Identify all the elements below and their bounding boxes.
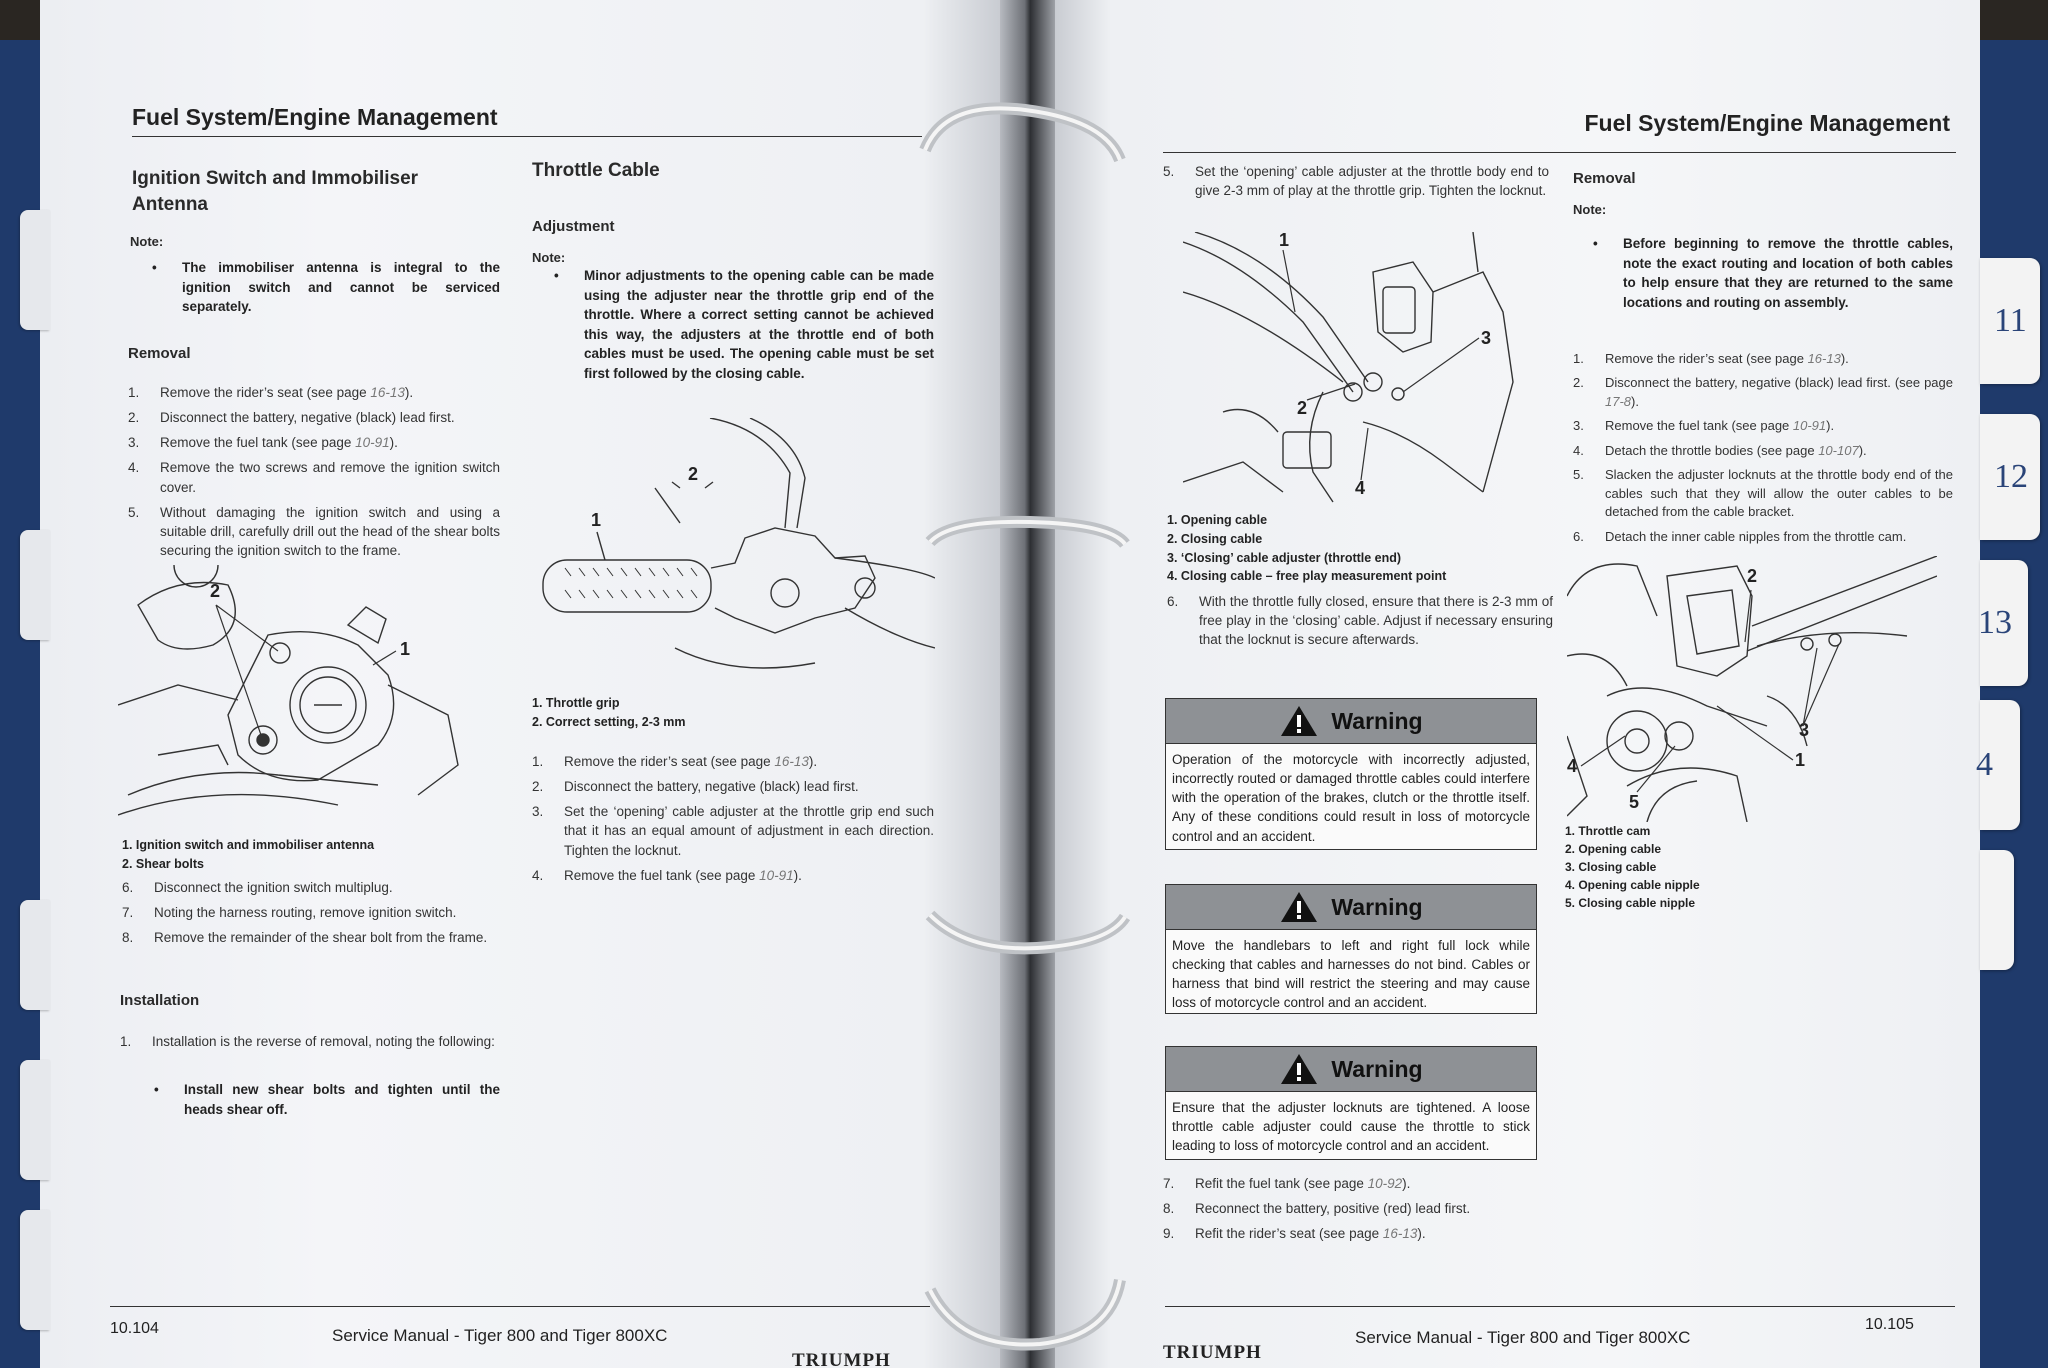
- step-text: Remove the fuel tank (see page: [160, 435, 356, 451]
- step-number: 6.: [1167, 594, 1179, 609]
- legend-item: 2. Correct setting, 2-3 mm: [532, 714, 686, 729]
- procedure-step: [1163, 1174, 1549, 1193]
- step-number: 5.: [1163, 164, 1175, 179]
- step-text: Slacken the adjuster locknuts at the throttle body end of the cables such that they will allow the outer cables to be detached from the cable bracket.: [1605, 467, 1953, 520]
- procedure-step: [532, 866, 934, 885]
- left-divider-tab: [20, 530, 50, 640]
- note-bullet: • Before beginning to remove the throttle cables, note the exact routing and location of both cables to help ensure that they are returned to the same locations and routing on assembly.: [1623, 234, 1953, 312]
- warning-title: Warning: [1331, 1055, 1423, 1082]
- footer-rule: [110, 1306, 930, 1307]
- page-reference-link[interactable]: 10-92: [1367, 1176, 1403, 1191]
- footer-rule: [1165, 1306, 1955, 1307]
- ignition-switch-illustration: [118, 565, 508, 830]
- procedure-step: [532, 777, 934, 796]
- step-number: 3.: [1573, 418, 1584, 434]
- throttle-grip-illustration: [535, 418, 935, 688]
- figure-legend: [122, 836, 374, 874]
- step-text: With the throttle fully closed, ensure that there is 2-3 mm of free play in the ‘closing’ cable. Adjust if necessary ensuring that the locknut is secure afterwards.: [1199, 594, 1553, 648]
- procedure-step: [128, 458, 500, 496]
- page-reference-link[interactable]: 17-8: [1605, 393, 1632, 409]
- legend-item: 2. Closing cable: [1167, 531, 1263, 546]
- page-reference-link[interactable]: 10-107: [1818, 442, 1859, 458]
- adjustment-steps: [1163, 162, 1549, 206]
- figure-callout: 1: [400, 639, 411, 659]
- step-text-end: ).: [1858, 442, 1867, 458]
- step-number: 6.: [1573, 528, 1584, 544]
- page-reference-link[interactable]: 16-13: [774, 754, 809, 769]
- triumph-logo: TRIUMPH: [792, 1350, 891, 1368]
- warning-text: Move the handlebars to left and right full lock while checking that cables and harnesses do not bind. Cables or harness that bind will restrict the steering and may cause loss of motorcycle control and an accident.: [1172, 938, 1530, 1011]
- page-number: 10.104: [110, 1320, 159, 1337]
- step-number: 1.: [1573, 351, 1584, 366]
- procedure-step: [122, 928, 500, 947]
- step-text: Reconnect the battery, positive (red) lead first.: [1195, 1201, 1471, 1217]
- step-text: Remove the fuel tank (see page: [564, 867, 760, 883]
- left-divider-tab: [20, 1210, 50, 1330]
- removal-steps: [1573, 350, 1953, 552]
- step-text-end: ).: [1631, 393, 1639, 409]
- binder-ring: [905, 100, 1145, 200]
- step-text: Disconnect the battery, negative (black) lead first.: [160, 410, 455, 426]
- step-text: Disconnect the battery, negative (black) lead first. (see page: [1605, 375, 1953, 391]
- page-reference-link[interactable]: 10-91: [759, 867, 794, 883]
- legend-item: 1. Throttle cam: [1565, 824, 1651, 838]
- procedure-step: [122, 878, 500, 897]
- installation-bullet: • Install new shear bolts and tighten until the heads shear off.: [184, 1080, 500, 1119]
- left-divider-tab: [20, 1060, 50, 1180]
- step-text: Installation is the reverse of removal, noting the following:: [152, 1034, 495, 1049]
- step-number: 4.: [1573, 442, 1584, 458]
- step-number: 1.: [532, 754, 544, 769]
- note-bullet: • Minor adjustments to the opening cable can be made using the adjuster near the throttle grip end of the throttle. Where a correct setting cannot be achieved this way, the adjusters at the throttle end of both cables must be used. The opening cable must be set first followed by the closing cable.: [584, 266, 934, 383]
- removal-heading: Removal: [1573, 170, 1636, 187]
- warning-header: [1166, 699, 1536, 744]
- step-text: Detach the inner cable nipples from the throttle cam.: [1605, 528, 1907, 544]
- figure-callout: 3: [1799, 720, 1810, 740]
- tab-label: 13: [1978, 604, 2012, 641]
- procedure-step: [128, 408, 500, 427]
- tab-label: 12: [1994, 458, 2028, 495]
- legend-item: 4. Closing cable – free play measurement point: [1167, 569, 1447, 584]
- step-number: 3.: [128, 435, 140, 451]
- procedure-step: [1573, 374, 1953, 411]
- removal-steps-continued: [122, 878, 500, 953]
- legend-item: 4. Opening cable nipple: [1565, 878, 1700, 892]
- step-text: Without damaging the ignition switch and using a suitable drill, carefully drill out the head of the shear bolts securing the ignition switch to the frame.: [160, 504, 500, 559]
- step-text: Remove the two screws and remove the ignition switch cover.: [160, 460, 500, 495]
- page-header-title: Fuel System/Engine Management: [132, 104, 498, 130]
- throttle-cam-figure: [1567, 556, 1937, 822]
- header-rule: [1163, 152, 1956, 153]
- footer-title: Service Manual - Tiger 800 and Tiger 800XC: [1355, 1328, 1691, 1347]
- step-text: Noting the harness routing, remove ignition switch.: [154, 905, 457, 921]
- throttle-grip-figure: [535, 418, 935, 688]
- section-tab-14[interactable]: [1976, 700, 2020, 830]
- figure-callout: 4: [1567, 756, 1578, 776]
- page-header-title: Fuel System/Engine Management: [1584, 110, 1950, 136]
- section-tab-15[interactable]: [1980, 850, 2014, 970]
- step-text-end: ).: [404, 385, 414, 400]
- throttle-steps: [532, 752, 934, 891]
- warning-header: [1166, 1047, 1536, 1092]
- ignition-switch-figure: [118, 565, 508, 830]
- step-number: 7.: [122, 905, 134, 921]
- figure-callout: 2: [1747, 566, 1758, 586]
- section-heading-ignition: Ignition Switch and Immobiliser Antenna: [132, 168, 419, 215]
- left-divider-tab: [20, 210, 50, 330]
- step-text-end: ).: [1417, 1226, 1426, 1242]
- step-number: 5.: [1573, 467, 1584, 483]
- note-label: Note:: [532, 250, 566, 265]
- step-text: Disconnect the ignition switch multiplug.: [154, 880, 393, 895]
- legend-item: 3. ‘Closing’ cable adjuster (throttle end): [1167, 550, 1402, 565]
- step-text-end: ).: [808, 754, 818, 769]
- installation-steps: [120, 1032, 500, 1057]
- figure-legend: [1167, 511, 1446, 586]
- procedure-step: [128, 433, 500, 452]
- procedure-step: [1163, 1224, 1549, 1243]
- binder-ring: [910, 895, 1140, 965]
- header-rule: [132, 136, 922, 137]
- warning-header: [1166, 885, 1536, 930]
- step-text: Remove the fuel tank (see page: [1605, 418, 1793, 434]
- step-number: 8.: [122, 930, 134, 946]
- figure-callout: 1: [1279, 232, 1290, 250]
- procedure-step: [1167, 592, 1553, 649]
- section-heading-throttle: Throttle Cable: [532, 160, 660, 181]
- figure-callout: 1: [591, 510, 602, 530]
- figure-legend: [1565, 822, 1700, 912]
- note-label: Note:: [130, 234, 164, 249]
- page-reference-link[interactable]: 16-13: [1807, 351, 1841, 366]
- triumph-logo: TRIUMPH: [1163, 1342, 1262, 1363]
- page-reference-link[interactable]: 10-91: [1792, 418, 1827, 434]
- procedure-step: [120, 1032, 500, 1051]
- step-text: Detach the throttle bodies (see page: [1605, 442, 1819, 458]
- legend-item: 1. Opening cable: [1167, 513, 1268, 527]
- step-text: Remove the rider’s seat (see page: [160, 385, 371, 400]
- procedure-step: [1573, 442, 1953, 460]
- left-page: [40, 0, 1000, 1368]
- footer-title: Service Manual - Tiger 800 and Tiger 800XC: [332, 1326, 668, 1345]
- procedure-step: [1573, 528, 1953, 546]
- step-number: 1.: [128, 385, 140, 400]
- section-tab-13[interactable]: [1980, 560, 2028, 686]
- step-number: 2.: [128, 410, 140, 426]
- step-text: Set the ‘opening’ cable adjuster at the throttle body end to give 2-3 mm of play at the throttle grip. Tighten the locknut.: [1195, 164, 1549, 199]
- figure-callout: 3: [1481, 328, 1492, 348]
- step-number: 4.: [532, 867, 544, 883]
- binder-ring: [910, 1270, 1140, 1368]
- step-text: Set the ‘opening’ cable adjuster at the throttle grip end such that it has an equal amount of adjustment in each direction. Tighten the locknut.: [564, 804, 934, 858]
- step-number: 2.: [532, 779, 544, 795]
- adjustment-steps-continued: [1167, 592, 1553, 655]
- throttle-body-illustration: [1183, 232, 1533, 512]
- step-number: 9.: [1163, 1226, 1175, 1242]
- legend-item: 1. Throttle grip: [532, 696, 620, 710]
- figure-callout: 1: [1795, 750, 1806, 770]
- figure-callout: 2: [688, 464, 699, 484]
- page-reference-link[interactable]: 16-13: [1382, 1226, 1418, 1242]
- warning-triangle-icon: [1279, 704, 1319, 738]
- procedure-step: [532, 752, 934, 771]
- warning-text: Operation of the motorcycle with incorrectly adjusted, incorrectly routed or damaged throttle cables could interfere with the operation of the brakes, clutch or the throttle itself. Any of these conditions could result in loss of motorcycle control and an accident.: [1172, 752, 1530, 844]
- procedure-step: [1573, 417, 1953, 435]
- figure-callout: 5: [1629, 792, 1640, 812]
- warning-box: [1165, 698, 1537, 850]
- installation-heading: Installation: [120, 992, 200, 1009]
- step-text-end: ).: [793, 867, 802, 883]
- procedure-step: [1573, 350, 1953, 368]
- removal-steps: [128, 383, 500, 566]
- warning-triangle-icon: [1279, 890, 1319, 924]
- warning-box: [1165, 1046, 1537, 1160]
- warning-title: Warning: [1331, 893, 1423, 920]
- step-number: 3.: [532, 804, 544, 820]
- step-text-end: ).: [1826, 418, 1835, 434]
- procedure-step: [128, 503, 500, 560]
- page-reference-link[interactable]: 10-91: [355, 435, 390, 451]
- step-number: 7.: [1163, 1176, 1175, 1191]
- procedure-step: [122, 903, 500, 922]
- refit-steps: [1163, 1174, 1549, 1249]
- step-number: 2.: [1573, 375, 1584, 391]
- step-text: Refit the rider’s seat (see page: [1195, 1226, 1383, 1242]
- step-number: 1.: [120, 1034, 132, 1049]
- section-tab-12[interactable]: [1980, 414, 2040, 540]
- binder-ring: [910, 510, 1140, 570]
- step-number: 8.: [1163, 1201, 1175, 1217]
- adjustment-heading: Adjustment: [532, 218, 615, 235]
- throttle-cam-illustration: [1567, 556, 1937, 822]
- step-text-end: ).: [1402, 1176, 1411, 1191]
- step-text: Refit the fuel tank (see page: [1195, 1176, 1368, 1191]
- step-text-end: ).: [389, 435, 398, 451]
- warning-text: Ensure that the adjuster locknuts are tightened. A loose throttle cable adjuster could cause the throttle to stick leading to loss of motorcycle control and an accident.: [1172, 1100, 1530, 1154]
- step-number: 6.: [122, 880, 134, 895]
- warning-title: Warning: [1331, 707, 1423, 734]
- figure-callout: 4: [1355, 478, 1366, 498]
- legend-item: 1. Ignition switch and immobiliser antenna: [122, 838, 375, 852]
- step-text: Remove the rider’s seat (see page: [564, 754, 775, 769]
- legend-item: 3. Closing cable: [1565, 860, 1657, 874]
- figure-callout: 2: [1297, 398, 1308, 418]
- legend-item: 2. Opening cable: [1565, 842, 1662, 856]
- throttle-body-figure: [1183, 232, 1533, 512]
- step-number: 5.: [128, 504, 140, 520]
- legend-item: 5. Closing cable nipple: [1565, 896, 1696, 910]
- tab-label: 11: [1994, 302, 2027, 339]
- tab-label: 4: [1976, 746, 1993, 783]
- note-bullet: • The immobiliser antenna is integral to the ignition switch and cannot be serviced separately.: [182, 258, 500, 317]
- step-text: Remove the rider’s seat (see page: [1605, 351, 1808, 366]
- procedure-step: [1163, 162, 1549, 200]
- procedure-step: [1163, 1199, 1549, 1218]
- page-gutter: [1000, 0, 1055, 1368]
- section-tab-11[interactable]: [1980, 258, 2040, 384]
- step-number: 4.: [128, 460, 140, 476]
- warning-triangle-icon: [1279, 1052, 1319, 1086]
- legend-item: 2. Shear bolts: [122, 856, 204, 871]
- step-text: Remove the remainder of the shear bolt from the frame.: [154, 930, 488, 946]
- right-page: [1055, 0, 1980, 1368]
- note-label: Note:: [1573, 202, 1607, 217]
- figure-legend: [532, 694, 686, 732]
- removal-heading: Removal: [128, 345, 191, 362]
- procedure-step: [128, 383, 500, 402]
- left-divider-tab: [20, 900, 50, 1010]
- procedure-step: [532, 802, 934, 859]
- warning-box: [1165, 884, 1537, 1014]
- page-number: 10.105: [1865, 1316, 1914, 1333]
- figure-callout: 2: [210, 581, 221, 601]
- step-text-end: ).: [1840, 351, 1849, 366]
- page-reference-link[interactable]: 16-13: [370, 385, 405, 400]
- procedure-step: [1573, 466, 1953, 521]
- step-text: Disconnect the battery, negative (black) lead first.: [564, 779, 859, 795]
